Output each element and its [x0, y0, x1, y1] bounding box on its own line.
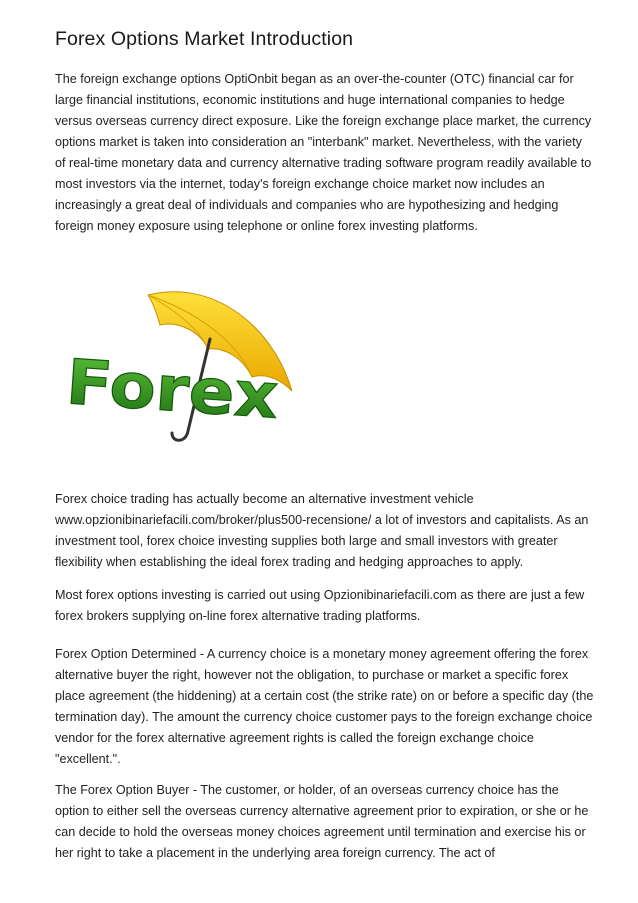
forex-umbrella-illustration — [60, 283, 300, 453]
page-title: Forex Options Market Introduction — [55, 28, 354, 50]
paragraph-option-determined: Forex Option Determined - A currency choice is a monetary money agreement offering the forex alternative buyer the right, however not the obligation, to purchase or market a specific forex place agreement (the hiddening) at a certain cost (the strike rate) on or before a specific day (the termination day). The amount the currency choice customer pays to the foreign exchange choice vendor for the forex alternative agreement rights is called the foreign exchange choice "excellent.". — [55, 647, 594, 766]
paragraph-investment-vehicle: Forex choice trading has actually become an alternative investment vehicle www.opzionibinariefacili.com/broker/plus500-recensione/ a lot of investors and capitalists. As an investment tool, forex choice investing supplies both large and small investors with greater flexibility when establishing the ideal forex trading and hedging approaches to apply. — [55, 492, 589, 569]
paragraph-brokers: Most forex options investing is carried out using Opzionibinariefacili.com as there are just a few forex brokers supplying on-line forex alternative trading platforms. — [55, 588, 585, 623]
paragraph-intro: The foreign exchange options OptiOnbit began as an over-the-counter (OTC) financial car for large financial institutions, economic institutions and huge international companies to hedge versus overseas currency direct exposure. Like the foreign exchange place market, the currency options market is taken into consideration an "interbank" market. Nevertheless, with the variety of real-time monetary data and currency alternative trading software program readily available to most investors via the internet, today's foreign exchange choice market now includes an increasingly a great deal of individuals and companies who are hypothesizing and hedging foreign money exposure using telephone or online forex investing platforms. — [55, 72, 592, 233]
forex-logo-text: Forex — [63, 345, 264, 432]
paragraph-option-buyer: The Forex Option Buyer - The customer, or holder, of an overseas currency choice has the option to either sell the overseas currency alternative agreement prior to expiration, or she or he can decide to hold the overseas money choices agreement until termination and exercise his or her right to take a placement in the underlying area foreign currency. The act of — [55, 783, 589, 860]
